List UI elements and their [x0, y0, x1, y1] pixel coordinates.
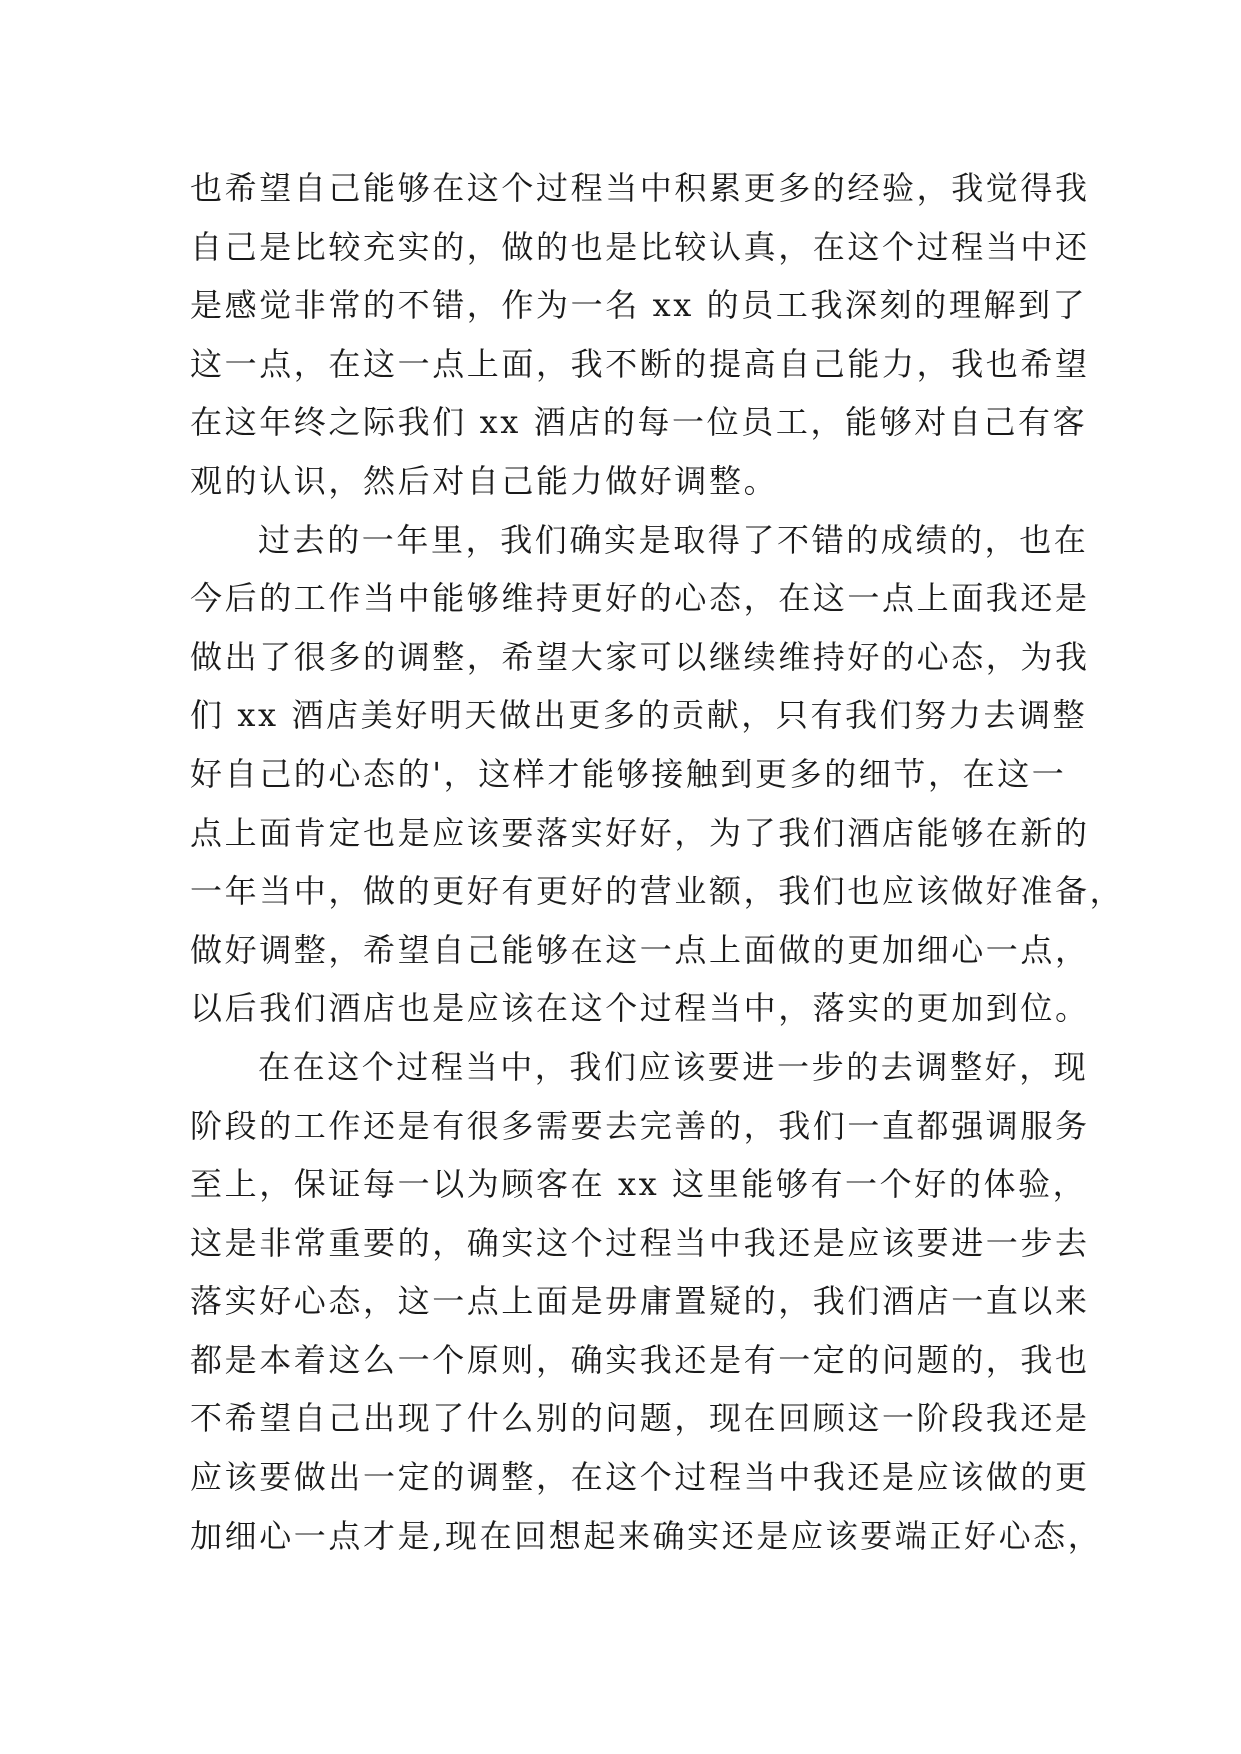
text-line: 今后的工作当中能够维持更好的心态，在这一点上面我还是 — [190, 579, 1090, 618]
text-line: 不希望自己出现了什么别的问题，现在回顾这一阶段我还是 — [190, 1399, 1090, 1438]
text-line: 在这年终之际我们 xx 酒店的每一位员工，能够对自己有客 — [190, 403, 1088, 442]
text-line: 观的认识，然后对自己能力做好调整。 — [190, 461, 779, 500]
text-line: 这是非常重要的，确实这个过程当中我还是应该要进一步去 — [190, 1223, 1090, 1262]
text-line: 做好调整，希望自己能够在这一点上面做的更加细心一点， — [190, 930, 1090, 969]
text-line: 是感觉非常的不错，作为一名 xx 的员工我深刻的理解到了 — [190, 286, 1088, 325]
text-line: 应该要做出一定的调整，在这个过程当中我还是应该做的更 — [190, 1458, 1090, 1497]
paragraph-first-line: 在在这个过程当中，我们应该要进一步的去调整好，现 — [258, 1047, 1089, 1086]
text-line: 也希望自己能够在这个过程当中积累更多的经验，我觉得我 — [190, 169, 1090, 207]
text-line: 加细心一点才是,现在回想起来确实还是应该要端正好心态， — [190, 1516, 1103, 1555]
text-line: 都是本着这么一个原则，确实我还是有一定的问题的，我也 — [190, 1340, 1090, 1379]
text-line: 以后我们酒店也是应该在这个过程当中，落实的更加到位。 — [190, 989, 1090, 1028]
text-line: 好自己的心态的'，这样才能够接触到更多的细节，在这一 — [190, 754, 1067, 793]
text-line: 阶段的工作还是有很多需要去完善的，我们一直都强调服务 — [190, 1106, 1090, 1145]
text-line: 自己是比较充实的，做的也是比较认真，在这个过程当中还 — [190, 227, 1090, 266]
text-line: 落实好心态，这一点上面是毋庸置疑的，我们酒店一直以来 — [190, 1282, 1090, 1321]
text-line: 点上面肯定也是应该要落实好好，为了我们酒店能够在新的 — [190, 813, 1090, 852]
text-line: 这一点，在这一点上面，我不断的提高自己能力，我也希望 — [190, 344, 1090, 383]
text-line: 们 xx 酒店美好明天做出更多的贡献，只有我们努力去调整 — [190, 696, 1088, 735]
body-text — [190, 159, 1125, 1565]
paragraph-first-line: 过去的一年里，我们确实是取得了不错的成绩的，也在 — [258, 520, 1089, 559]
text-line: 至上，保证每一以为顾客在 xx 这里能够有一个好的体验， — [190, 1165, 1088, 1204]
text-line: 一年当中，做的更好有更好的营业额，我们也应该做好准备， — [190, 872, 1125, 911]
text-line: 做出了很多的调整，希望大家可以继续维持好的心态，为我 — [190, 637, 1090, 676]
